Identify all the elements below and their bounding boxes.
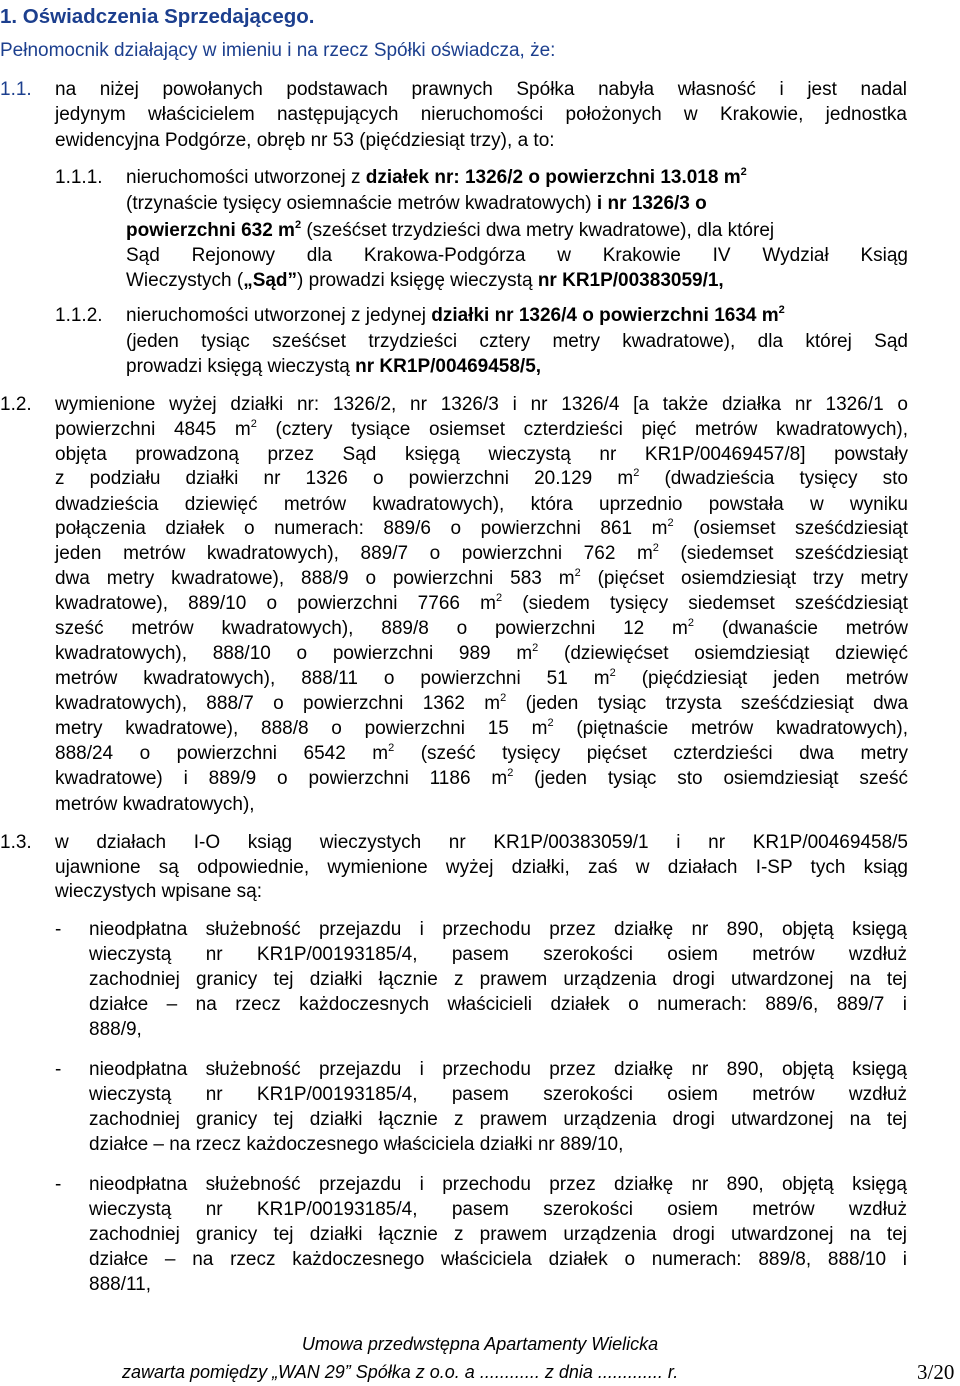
bullet-line: działce – na rzecz każdoczesnych właścicieli działek o numerach: 889/6, 889/7 i bbox=[89, 994, 907, 1015]
land-register-ref: nr KR1P/00469458/5, bbox=[355, 356, 542, 377]
clause-1-2-line bbox=[55, 718, 908, 740]
superscript: 2 bbox=[609, 666, 616, 679]
bullet-dash: - bbox=[55, 1059, 62, 1080]
bullet-line: 888/9, bbox=[89, 1019, 142, 1040]
text-fragment: jeden metrów kwadratowych), 889/7 o powierzchni 762 m bbox=[55, 543, 653, 564]
superscript: 2 bbox=[250, 417, 257, 430]
clause-1-2-line bbox=[55, 618, 908, 640]
clause-number-1-1-1: 1.1.1. bbox=[55, 167, 103, 188]
text-fragment: ) prowadzi księgę wieczystą bbox=[297, 270, 533, 291]
text-fragment: kwadratowe), 889/10 o powierzchni 7766 m bbox=[55, 593, 496, 614]
text-fragment: (piętnaście metrów kwadratowych), bbox=[576, 718, 909, 739]
clause-1-1-1-line-2 bbox=[126, 193, 707, 215]
superscript: 2 bbox=[388, 741, 395, 754]
page-number: 3/20 bbox=[917, 1360, 955, 1384]
bullet-line: zachodniej granicy tej działki łącznie z prawem urządzenia drogi utwardzonej na tej bbox=[89, 1224, 907, 1245]
superscript: 2 bbox=[740, 165, 747, 178]
clause-1-2-line bbox=[55, 743, 908, 765]
parcel-ref: powierzchni 632 m bbox=[126, 220, 295, 241]
text-fragment: (jeden tysiąc sto osiemdziesiąt sześć bbox=[534, 768, 908, 789]
superscript: 2 bbox=[507, 766, 514, 779]
text-fragment: (trzynaście tysięcy osiemnaście metrów kwadratowych) bbox=[126, 193, 592, 214]
parcel-ref: działki nr 1326/4 o powierzchni 1634 m bbox=[431, 305, 779, 326]
text-fragment: kwadratowe) i 889/9 o powierzchni 1186 m bbox=[55, 768, 508, 789]
superscript: 2 bbox=[532, 641, 539, 654]
text-fragment: nieruchomości utworzonej z bbox=[126, 167, 361, 188]
clause-1-1-1-line-1 bbox=[126, 167, 747, 189]
bullet-line: wieczystą nr KR1P/00193185/4, pasem szerokości osiem metrów wzdłuż bbox=[89, 1199, 907, 1220]
bullet-line: działce – na rzecz każdoczesnego właściciela działek o numerach: 889/8, 888/10 i bbox=[89, 1249, 907, 1270]
clause-1-1-2-line-1 bbox=[126, 305, 785, 327]
bullet-dash: - bbox=[55, 1174, 62, 1195]
text-fragment: powierzchni 4845 m bbox=[55, 419, 251, 440]
text-fragment: sześć metrów kwadratowych), 889/8 o powierzchni 12 m bbox=[55, 618, 688, 639]
parcel-ref: i nr 1326/3 o bbox=[596, 193, 707, 214]
text-fragment: (pięćset osiemdziesiąt trzy metry bbox=[597, 568, 909, 589]
clause-1-2-line bbox=[55, 668, 908, 690]
text-fragment: (sześćset trzydzieści dwa metry kwadratowe), dla której bbox=[306, 220, 775, 241]
text-fragment: (cztery tysiące osiemset czterdzieści pięć metrów kwadratowych), bbox=[275, 419, 908, 440]
clause-1-1-line: jedynym właścicielem następujących nieruchomości położonych w Krakowie, jednostka bbox=[55, 104, 907, 125]
land-register-ref: nr KR1P/00383059/1, bbox=[537, 270, 724, 291]
section-heading: 1. Oświadczenia Sprzedającego. bbox=[0, 5, 315, 28]
clause-1-2-line bbox=[55, 643, 908, 665]
clause-1-2-line bbox=[55, 693, 908, 715]
clause-1-1-line: na niżej powołanych podstawach prawnych Spółka nabyła własność i jest nadal bbox=[55, 79, 907, 100]
clause-number-1-1-2: 1.1.2. bbox=[55, 305, 103, 326]
text-fragment: (pięćdziesiąt jeden metrów bbox=[641, 668, 908, 689]
bullet-dash: - bbox=[55, 919, 62, 940]
text-fragment: (sześć tysięcy pięćset czterdzieści dwa metry bbox=[420, 743, 908, 764]
text-fragment: (osiemset sześćdziesiąt bbox=[693, 518, 908, 539]
clause-1-2-line bbox=[55, 593, 908, 615]
clause-1-2-line bbox=[55, 468, 908, 490]
superscript: 2 bbox=[495, 591, 503, 604]
clause-1-2-line: objęta prowadzoną przez Sąd księgą wieczystą nr KR1P/00469457/8] powstały bbox=[55, 444, 908, 465]
clause-1-2-line: metrów kwadratowych), bbox=[55, 794, 255, 815]
superscript: 2 bbox=[500, 691, 507, 704]
bullet-line: nieodpłatna służebność przejazdu i przechodu przez działkę nr 890, objętą księgą bbox=[89, 1174, 907, 1195]
clause-1-3-line: ujawnione są odpowiednie, wymienione wyżej działki, zaś w działach I-SP tych ksiąg bbox=[55, 857, 908, 878]
clause-number-1-1: 1.1. bbox=[0, 79, 32, 100]
clause-number-1-3: 1.3. bbox=[0, 832, 32, 853]
clause-1-1-2-line-2: (jeden tysiąc sześćset trzydzieści cztery metry kwadratowe), dla której Sąd bbox=[126, 331, 908, 352]
clause-1-1-1-line-3 bbox=[126, 220, 774, 242]
superscript: 2 bbox=[574, 566, 581, 579]
clause-1-2-line bbox=[55, 543, 908, 565]
bullet-line: zachodniej granicy tej działki łącznie z prawem urządzenia drogi utwardzonej na tej bbox=[89, 1109, 907, 1130]
clause-1-1-1-line-4: Sąd Rejonowy dla Krakowa-Podgórza w Krakowie IV Wydział Ksiąg bbox=[126, 245, 908, 266]
clause-1-2-line: wymienione wyżej działki nr: 1326/2, nr 1326/3 i nr 1326/4 [a także działka nr 1326/1 o bbox=[55, 394, 908, 415]
text-fragment: (dziewięćset osiemdziesiąt dziewięć bbox=[564, 643, 908, 664]
clause-number-1-2: 1.2. bbox=[0, 394, 32, 415]
intro-text: Pełnomocnik działający w imieniu i na rzecz Spółki oświadcza, że: bbox=[0, 40, 556, 61]
superscript: 2 bbox=[667, 516, 674, 529]
bullet-line: nieodpłatna służebność przejazdu i przechodu przez działkę nr 890, objętą księgą bbox=[89, 919, 907, 940]
text-fragment: (siedem tysięcy siedemset sześćdziesiąt bbox=[522, 593, 908, 614]
bullet-line: działce – na rzecz każdoczesnego właściciela działki nr 889/10, bbox=[89, 1134, 624, 1155]
text-fragment: (dwanaście metrów bbox=[721, 618, 909, 639]
text-fragment: (siedemset sześćdziesiąt bbox=[680, 543, 909, 564]
bullet-line: zachodniej granicy tej działki łącznie z prawem urządzenia drogi utwardzonej na tej bbox=[89, 969, 907, 990]
clause-1-3-line: w działach I-O ksiąg wieczystych nr KR1P/00383059/1 i nr KR1P/00469458/5 bbox=[55, 832, 908, 853]
text-fragment: z podziału działki nr 1326 o powierzchni 20.129 m bbox=[55, 468, 634, 489]
clause-1-2-line bbox=[55, 518, 908, 540]
clause-1-1-line: ewidencyjna Podgórze, obręb nr 53 (pięćdziesiąt trzy), a to: bbox=[55, 130, 555, 151]
text-fragment: (jeden tysiąc trzysta sześćdziesiąt dwa bbox=[525, 693, 909, 714]
superscript: 2 bbox=[687, 616, 694, 629]
superscript: 2 bbox=[652, 541, 659, 554]
superscript: 2 bbox=[547, 716, 554, 729]
text-fragment: połączenia działek o numerach: 889/6 o powierzchni 861 m bbox=[55, 518, 668, 539]
text-fragment: kwadratowych), 888/10 o powierzchni 989 m bbox=[55, 643, 533, 664]
text-fragment: (dwadzieścia tysięcy sto bbox=[664, 468, 909, 489]
clause-1-2-line bbox=[55, 568, 908, 590]
text-fragment: prowadzi księgą wieczystą bbox=[126, 356, 350, 377]
text-fragment: metry kwadratowe), 888/8 o powierzchni 15 m bbox=[55, 718, 548, 739]
text-fragment: 888/24 o powierzchni 6542 m bbox=[55, 743, 389, 764]
clause-1-2-line: dwadzieścia dziewięć metrów kwadratowych), która uprzednio powstała w wyniku bbox=[55, 494, 908, 515]
clause-1-2-line bbox=[55, 768, 908, 790]
text-fragment: metrów kwadratowych), 888/11 o powierzchni 51 m bbox=[55, 668, 610, 689]
text-fragment: dwa metry kwadratowe), 888/9 o powierzchni 583 m bbox=[55, 568, 575, 589]
bullet-line: wieczystą nr KR1P/00193185/4, pasem szerokości osiem metrów wzdłuż bbox=[89, 944, 907, 965]
clause-1-3-line: wieczystych wpisane są: bbox=[55, 881, 262, 902]
text-fragment: Wieczystych ( bbox=[126, 270, 244, 291]
superscript: 2 bbox=[778, 303, 785, 316]
footer-title: Umowa przedwstępna Apartamenty Wielicka bbox=[301, 1334, 659, 1354]
superscript: 2 bbox=[294, 218, 302, 231]
court-abbrev: „Sąd” bbox=[243, 270, 298, 291]
text-fragment: nieruchomości utworzonej z jedynej bbox=[126, 305, 426, 326]
clause-1-2-line bbox=[55, 419, 908, 441]
bullet-line: wieczystą nr KR1P/00193185/4, pasem szerokości osiem metrów wzdłuż bbox=[89, 1084, 907, 1105]
footer-parties: zawarta pomiędzy „WAN 29” Spółka z o.o. a ............ z dnia ............. r. bbox=[122, 1362, 679, 1382]
text-fragment: kwadratowych), 888/7 o powierzchni 1362 m bbox=[55, 693, 501, 714]
superscript: 2 bbox=[633, 466, 640, 479]
bullet-line: 888/11, bbox=[89, 1274, 151, 1295]
bullet-line: nieodpłatna służebność przejazdu i przechodu przez działkę nr 890, objętą księgą bbox=[89, 1059, 907, 1080]
clause-1-1-1-line-5 bbox=[126, 270, 724, 292]
clause-1-1-2-line-3 bbox=[126, 356, 541, 378]
parcel-ref: działek nr: 1326/2 o powierzchni 13.018 m bbox=[365, 167, 741, 188]
